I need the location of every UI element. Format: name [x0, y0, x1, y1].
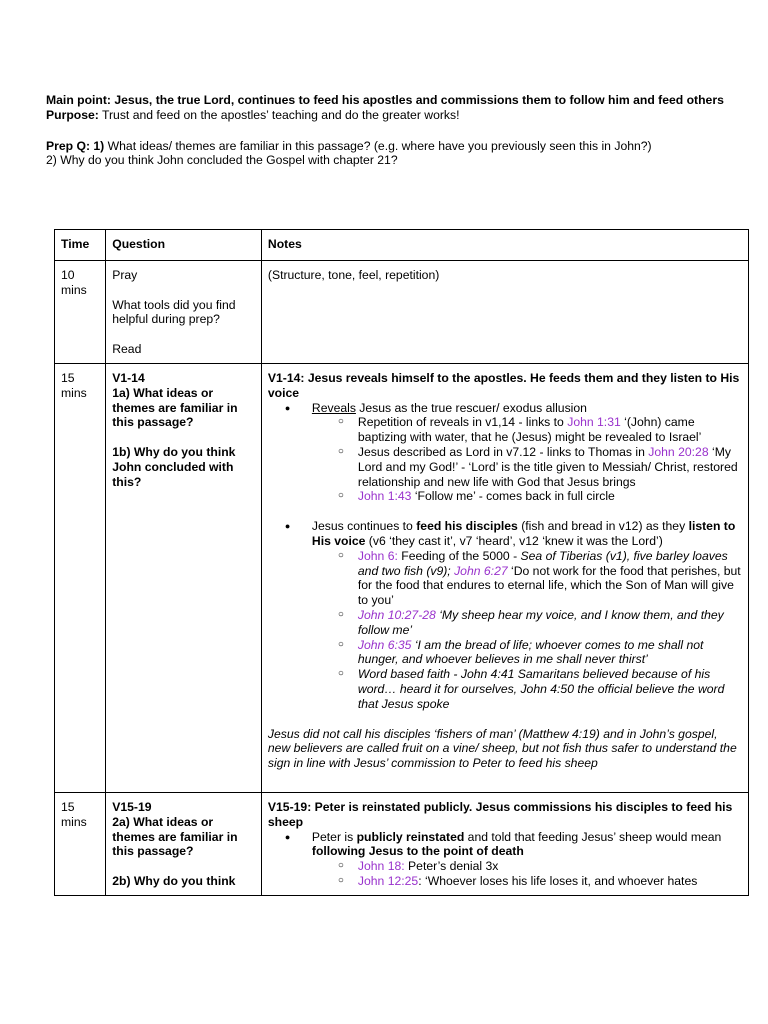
list-item: ● Jesus continues to feed his disciples (fish and bread in v12) as they listen to His voice (v6 ‘they cast it’, v7 ‘heard’, v12 ‘knew it was the Lord’) [268, 519, 742, 549]
list-item: ○ Word based faith - John 4:41 Samaritans believed because of his word… heard it for ourselves, John 4:50 the official believe the word that Jesus spoke [268, 667, 742, 711]
header-question: Question [106, 230, 262, 261]
main-point [46, 93, 726, 108]
scripture-ref: John 1:43 [357, 489, 412, 504]
list-item: ● Reveals Jesus as the true rescuer/ exodus allusion [268, 401, 742, 416]
purpose-label: Purpose: [46, 107, 99, 122]
row3-q-title: V15-19 [112, 799, 152, 814]
scripture-ref: John 6:35 [357, 637, 412, 652]
row1-time: 10 mins [55, 260, 106, 363]
list-item: ● Peter is publicly reinstated and told that feeding Jesus’ sheep would mean following Jesus to the point of death [268, 830, 742, 860]
main-point-label: Main point: [46, 93, 111, 107]
row3-time: 15 mins [55, 792, 106, 895]
row2-bullets-2 [268, 519, 742, 711]
scripture-ref: John 6:27 [450, 563, 508, 578]
scripture-ref: John 6: [357, 548, 398, 563]
purpose [46, 108, 726, 123]
list-item: ○ John 6: Feeding of the 5000 - Sea of Tiberias (v1), five barley loaves and two fish (v9); John 6:27 ‘Do not work for the food that perishes, but for the food that endures to eternal life, which the Son of Man will give to you’ [268, 549, 742, 608]
row2-notes [261, 363, 748, 792]
row3-question [106, 792, 262, 895]
list-item: ○ Repetition of reveals in v1,14 - links to John 1:31 ‘(John) came baptizing with water, that he (Jesus) might be revealed to Israel’ [268, 415, 742, 445]
row1-question [106, 260, 262, 363]
scripture-ref: John 1:31 [567, 415, 621, 430]
main-point-text: Jesus, the true Lord, continues to feed his apostles and commissions them to follow him and feed others [110, 93, 724, 107]
row2-time: 15 mins [55, 363, 106, 792]
row2-note: Jesus did not call his disciples ‘fishers of man’ (Matthew 4:19) and in John’s gospel, new believers are called fruit on a vine/ sheep, but not fish thus safer to understand the sign in line with Jesus’ commission to Peter to feed his sheep [267, 726, 737, 771]
row3-notes [261, 792, 748, 895]
row2-heading: V1-14: Jesus reveals himself to the apostles. He feeds them and they listen to His voice [267, 370, 740, 400]
header-notes: Notes [261, 230, 748, 261]
purpose-text: Trust and feed on the apostles’ teaching and do the greater works! [98, 107, 460, 122]
list-item: ○ John 1:43 ‘Follow me’ - comes back in full circle [268, 489, 742, 504]
table-row [55, 363, 749, 792]
row2-question [106, 363, 262, 792]
row1-q-pray: Pray [112, 267, 138, 282]
scripture-ref: John 12:25 [357, 873, 419, 888]
row3-heading: V15-19: Peter is reinstated publicly. Jesus commissions his disciples to feed his sheep [267, 799, 733, 829]
prep-label: Prep Q: 1) [46, 138, 105, 153]
list-item: ○ John 12:25: ‘Whoever loses his life loses it, and whoever hates [268, 874, 742, 889]
table-row [55, 260, 749, 363]
table-row [55, 792, 749, 895]
row3-bullets [268, 830, 742, 889]
list-item: ○ John 18: Peter’s denial 3x [268, 859, 742, 874]
row2-bullets [268, 401, 742, 505]
row1-q-tools: What tools did you find helpful during prep? [112, 297, 236, 327]
row1-notes: (Structure, tone, feel, repetition) [261, 260, 748, 363]
list-item: ○ John 10:27-28 ‘My sheep hear my voice, and I know them, and they follow me’ [268, 608, 742, 638]
row2-q-title: V1-14 [112, 370, 145, 385]
prep-question-1 [46, 139, 726, 154]
study-table [54, 229, 749, 896]
row3-q-b: 2b) Why do you think [112, 874, 236, 889]
row2-q-b: 1b) Why do you think John concluded with this? [112, 445, 236, 489]
scripture-ref: John 18: [357, 859, 405, 874]
prep-q1-text: What ideas/ themes are familiar in this passage? (e.g. where have you previously seen this in John?) [104, 138, 652, 153]
header-time: Time [55, 230, 106, 261]
row3-q-a: 2a) What ideas or themes are familiar in this passage? [112, 814, 238, 859]
prep-question-2: 2) Why do you think John concluded the Gospel with chapter 21? [46, 153, 398, 168]
scripture-ref: John 20:28 [648, 444, 709, 459]
table-header-row [55, 230, 749, 261]
list-item: ○ John 6:35 ‘I am the bread of life; whoever comes to me shall not hunger, and whoever believes in me shall never thirst’ [268, 638, 742, 668]
list-item: ○ Jesus described as Lord in v7.12 - links to Thomas in John 20:28 ‘My Lord and my God!’ - ‘Lord’ is the title given to Messiah/ Christ, restored relationship and new life with God that Jesus brings [268, 445, 742, 489]
row2-q-a: 1a) What ideas or themes are familiar in this passage? [112, 385, 238, 430]
row1-q-read: Read [112, 342, 142, 357]
scripture-ref: John 10:27-28 [357, 607, 436, 622]
document-header [46, 93, 726, 168]
